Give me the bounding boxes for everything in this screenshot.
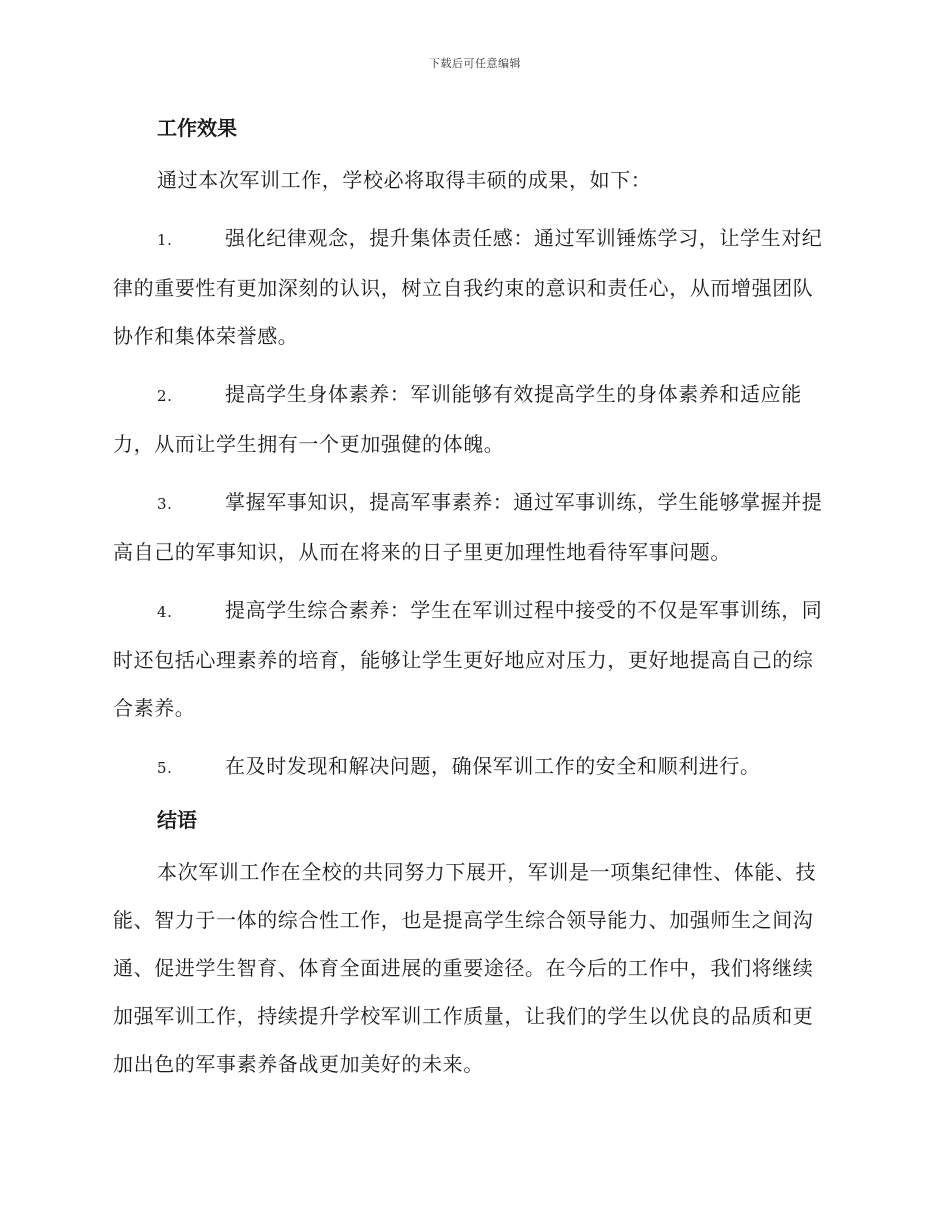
- list-text: 掌握军事知识，提高军事素养：通过军事训练，学生能够掌握并提高自己的军事知识，从而在将来的日子里更加理性地看待军事问题。: [113, 490, 823, 564]
- document-content: [113, 110, 833, 1088]
- list-number: 1.: [157, 231, 173, 249]
- list-number: 3.: [157, 495, 173, 513]
- list-text: 在及时发现和解决问题，确保军训工作的安全和顺利进行。: [225, 754, 761, 778]
- section-title-work-results: 工作效果: [157, 116, 237, 140]
- list-number: 5.: [157, 759, 173, 777]
- list-text: 强化纪律观念，提升集体责任感：通过军训锤炼学习，让学生对纪律的重要性有更加深刻的认识，树立自我约束的意识和责任心，从而增强团队协作和集体荣誉感。: [113, 226, 823, 348]
- list-text: 提高学生身体素养：军训能够有效提高学生的身体素养和适应能力，从而让学生拥有一个更加强健的体魄。: [113, 382, 802, 456]
- header-note: 下载后可任意编辑: [429, 57, 521, 70]
- list-item: [113, 370, 833, 468]
- section-title-conclusion: 结语: [157, 808, 197, 832]
- conclusion-paragraph: 本次军训工作在全校的共同努力下展开，军训是一项集纪律性、体能、技能、智力于一体的综合性工作，也是提高学生综合领导能力、加强师生之间沟通、促进学生智育、体育全面进展的重要途径。在今后的工作中，我们将继续加强军训工作，持续提升学校军训工作质量，让我们的学生以优良的品质和更加出色的军事素养备战更加美好的未来。: [113, 860, 817, 1076]
- list-item: [113, 742, 833, 792]
- intro-paragraph: 通过本次军训工作，学校必将取得丰硕的成果，如下：: [157, 168, 652, 192]
- list-item: [113, 214, 833, 360]
- list-item: [113, 586, 833, 732]
- list-number: 2.: [157, 387, 173, 405]
- list-text: 提高学生综合素养：学生在军训过程中接受的不仅是军事训练，同时还包括心理素养的培育，能够让学生更好地应对压力，更好地提高自己的综合素养。: [113, 598, 823, 720]
- list-item: [113, 478, 833, 576]
- list-number: 4.: [157, 603, 173, 621]
